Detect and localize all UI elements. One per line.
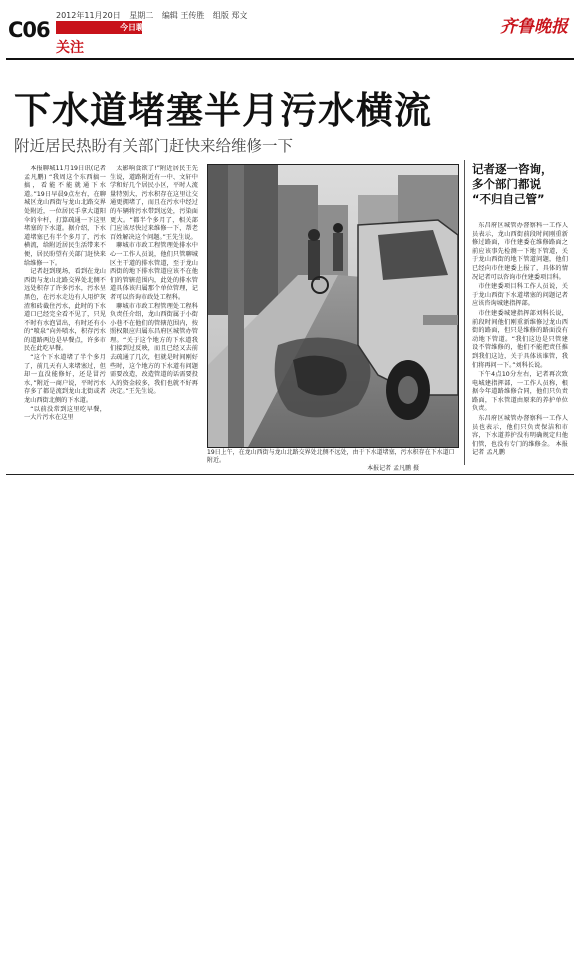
paragraph: 聊城市市政工程管理处工程科负责任介绍，龙山西街属于小街小巷不在他们的管辖范围内，按照权限应归属东昌府区城管办管理。“关于这个地方的下水道我们接到过反映，而且已经又去前去疏通了几次，但就是时间刚好些时，这个地方的下水道有问题需要改造，改造管道的话需要投入的资金较多，我们也就不好再决定。”王先生说。: [110, 302, 198, 396]
newspaper-logo: 齐鲁晚报: [500, 17, 568, 37]
sidebar-headline-line: 多个部门都说: [472, 177, 541, 191]
sidebar-headline-line: 记者逐一咨询，: [472, 162, 553, 176]
paragraph: 记者赶到现场，看到在龙山西街与龙山北路交界处北侧不远处积存了许多污水，污水呈黑色，在污水走边有人用炉灰渣和砖截住污水，此时的下水道口已经完全看不见了，只见不时有水泡冒出，有时还有小的“喷泉”向外喷水，积存污水的道路两边是早餐点，许多市民在此吃早餐。: [24, 268, 106, 353]
news-photo: [207, 164, 459, 448]
paragraph: 太影响食欲了!”附近居民王先生说，道路附近有一中、文轩中学和好几个居民小区，平时人流量特别大，污水积存在这里让交通更拥堵了，而且在污水中经过的车辆将污水带到远处，污染面更大。“都半个多月了，相关部门应该尽快过来维修一下，帮老百姓解决这个问题。”王先生说。: [110, 165, 198, 241]
article-subtitle: 附近居民热盼有关部门赶快来给维修一下: [14, 137, 294, 155]
article-title: 下水道堵塞半月污水横流: [14, 89, 432, 132]
editor-credit: 编辑 王传胜: [161, 11, 205, 20]
section-bar-label: 今日聊城: [120, 23, 152, 32]
header-meta: [56, 10, 253, 21]
section-bar: [56, 21, 152, 34]
paragraph: 市住建委城建指挥部刘科长说，前段时间他们刚重新维修过龙山西街的路面，但只是维修的路面没有动地下管道。“我们这边是只管建设不管维修的，他们不能把责任推到我们这边，关于具体该谁管，我们将再问一下。”刘科长说。: [472, 309, 568, 369]
header-rule: [6, 58, 574, 60]
column-divider: [464, 160, 465, 465]
section-label: 关注: [56, 40, 84, 56]
sidebar-headline-line: “不归自己管”: [472, 192, 545, 206]
page-header: [6, 6, 574, 60]
paragraph: 下午4点10分左右，记者再次致电城建指挥部，一工作人员称，根据今年道路维修合同，他们只负责路面，下水管道由原来的养护单位负责。: [472, 371, 568, 413]
paragraph: 本报聊城11月19日讯(记者 孟凡鹏) “我周这个东西搞一搞，看能不能就通下水道。”19日早晨9点左右，在聊城区龙山西街与龙山北路交界处附近，一位居民手拿大道阳伞的伞杆，打算疏通一下这里堵塞的下水道。据介绍，下水道堵塞已有半个多月了，污水横流，给附近居民生活带来不便，居民盼望有关部门赶快来给维修一下。: [24, 165, 106, 267]
street-photo-illustration: [208, 165, 458, 447]
issue-date: 2012年11月20日: [56, 11, 121, 20]
photo-caption: [207, 449, 459, 473]
paragraph: “这个下水道堵了半个多月了，前几天有人来堵塞过，但却一直没能修好，还是冒污水，”附近一商户说，平时污水存多了都是流到龙山北街或者龙山西街北侧的下水道。: [24, 354, 106, 405]
designer-credit: 组版 郑文: [212, 11, 248, 20]
page-bottom-rule: [6, 474, 574, 475]
paragraph: 市住建委项目科工作人员说，关于龙山西街下水道堵塞的问题记者应该咨询城建指挥部。: [472, 283, 568, 308]
photo-credit: 本报记者 孟凡鹏 摄: [367, 465, 419, 472]
page-number: C06: [8, 18, 50, 42]
article-column-1: [24, 165, 106, 465]
paragraph: 东昌府区城管办督察科一工作人员表示，龙山西街前段时间刚重新修过路面，市住建委在维修路面之前应该事先检测一下地下管道，关于龙山西街的地下管道问题，他们已经向市住建委上报了，具体的情况记者可以咨询市住建委项目科。: [472, 222, 568, 281]
sidebar-body: [472, 222, 568, 467]
article-column-2: [110, 165, 198, 465]
paragraph: 聊城市市政工程管理处排水中心一工作人员说，他们只管聊城区主干道的排水管道，至于龙山西街的地下排水管道应该不在他们的管辖范围内，此处的排水管道具体该归属那个单位管理，记者可以咨询市政处工程科。: [110, 242, 198, 301]
sidebar-headline: [472, 162, 568, 207]
issue-weekday: 星期二: [129, 11, 154, 20]
paragraph: “以前没常到这里吃早餐，一大片污水在这里: [24, 405, 106, 422]
photo-caption-text: 19日上午，在龙山西街与龙山北路交界处北侧不远处，由于下水道堵塞，污水积存在下水道口附近。: [207, 449, 455, 464]
paragraph: 东昌府区城管办督察科一工作人员也表示，他们只负责保洁和市容，下水道养护没有明确规定归他们管，也没有专门的维修金。 本报记者 孟凡鹏: [472, 415, 568, 457]
